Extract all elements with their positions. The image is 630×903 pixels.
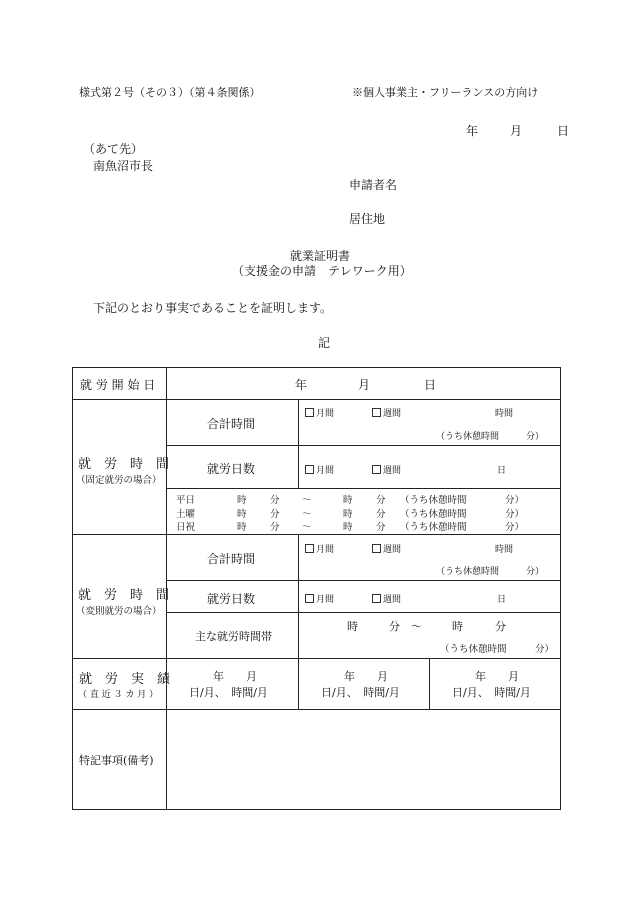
variable-monthly-checkbox[interactable]: 月間 — [305, 542, 334, 555]
checkbox-icon — [305, 544, 314, 553]
start-date-year: 年 — [295, 378, 308, 392]
form-number: 様式第２号（その３）（第４条関係） — [79, 86, 261, 99]
variable-days-label: 就労日数 — [207, 592, 256, 606]
remarks-label: 特記事項(備考) — [79, 754, 154, 767]
main-hours-label: 主な就労時間帯 — [195, 630, 272, 643]
checkbox-icon — [372, 594, 381, 603]
date-month: 月 — [510, 124, 523, 138]
variable-hours-unit: 時間 — [495, 545, 514, 555]
applicant-name-label: 申請者名 — [349, 178, 398, 192]
ki-mark: 記 — [318, 336, 331, 350]
addressee-label: （あて先） — [83, 142, 144, 156]
record-sublabel: （ 直 近 ３ カ 月 ） — [78, 690, 159, 700]
date-year: 年 — [466, 124, 479, 138]
target-note: ※個人事業主・フリーランスの方向け — [352, 86, 539, 99]
variable-break-note: （うち休憩時間 分） — [436, 567, 545, 577]
record-month-2-ym: 年 月 — [344, 670, 388, 683]
checkbox-icon — [305, 408, 314, 417]
record-month-2-detail: 日/月、 時間/月 — [321, 686, 400, 699]
record-label: 就 労 実 績 — [79, 672, 171, 687]
record-month-3-ym: 年 月 — [475, 670, 519, 683]
variable-work-label: 就 労 時 間 — [78, 588, 170, 603]
variable-work-sublabel: （変則就労の場合） — [76, 606, 162, 617]
main-hours-h1: 時 — [347, 620, 358, 633]
main-hours-m2: 分 — [495, 620, 506, 633]
fixed-hours-unit: 時間 — [495, 409, 514, 419]
fixed-break-note: （うち休憩時間 分） — [436, 432, 545, 442]
fixed-days-weekly-checkbox[interactable]: 週間 — [372, 463, 401, 476]
fixed-days-unit: 日 — [497, 466, 507, 476]
start-date-month: 月 — [358, 378, 371, 392]
checkbox-icon — [372, 544, 381, 553]
fixed-total-label: 合計時間 — [207, 417, 256, 431]
applicant-address-label: 居住地 — [349, 212, 386, 226]
variable-total-label: 合計時間 — [207, 552, 256, 566]
addressee-name: 南魚沼市長 — [93, 159, 154, 173]
main-hours-break-note: （うち休憩時間 分） — [440, 644, 555, 655]
fixed-work-sublabel: （固定就労の場合） — [76, 475, 162, 486]
variable-weekly-checkbox[interactable]: 週間 — [372, 542, 401, 555]
start-date-day: 日 — [424, 378, 437, 392]
variable-days-weekly-checkbox[interactable]: 週間 — [372, 592, 401, 605]
start-date-label: 就 労 開 始 日 — [80, 378, 156, 392]
fixed-days-monthly-checkbox[interactable]: 月間 — [305, 463, 334, 476]
record-month-1-ym: 年 月 — [213, 670, 257, 683]
fixed-monthly-checkbox[interactable]: 月間 — [305, 406, 334, 419]
variable-days-monthly-checkbox[interactable]: 月間 — [305, 592, 334, 605]
main-hours-h2: 時 — [452, 620, 463, 633]
document-title: 就業証明書 — [290, 249, 351, 263]
variable-days-unit: 日 — [497, 595, 507, 605]
record-month-1-detail: 日/月、 時間/月 — [189, 686, 268, 699]
main-hours-m1: 分 ～ — [389, 620, 422, 633]
fixed-weekly-checkbox[interactable]: 週間 — [372, 406, 401, 419]
document-subtitle: （支援金の申請 テレワーク用） — [232, 264, 412, 278]
fixed-work-label: 就 労 時 間 — [78, 457, 170, 472]
remarks-field[interactable] — [167, 710, 560, 809]
fixed-days-label: 就労日数 — [207, 462, 256, 476]
statement: 下記のとおり事実であることを証明します。 — [93, 301, 333, 315]
date-day: 日 — [557, 124, 570, 138]
checkbox-icon — [372, 408, 381, 417]
checkbox-icon — [305, 594, 314, 603]
checkbox-icon — [372, 465, 381, 474]
checkbox-icon — [305, 465, 314, 474]
record-month-3-detail: 日/月、 時間/月 — [452, 686, 531, 699]
